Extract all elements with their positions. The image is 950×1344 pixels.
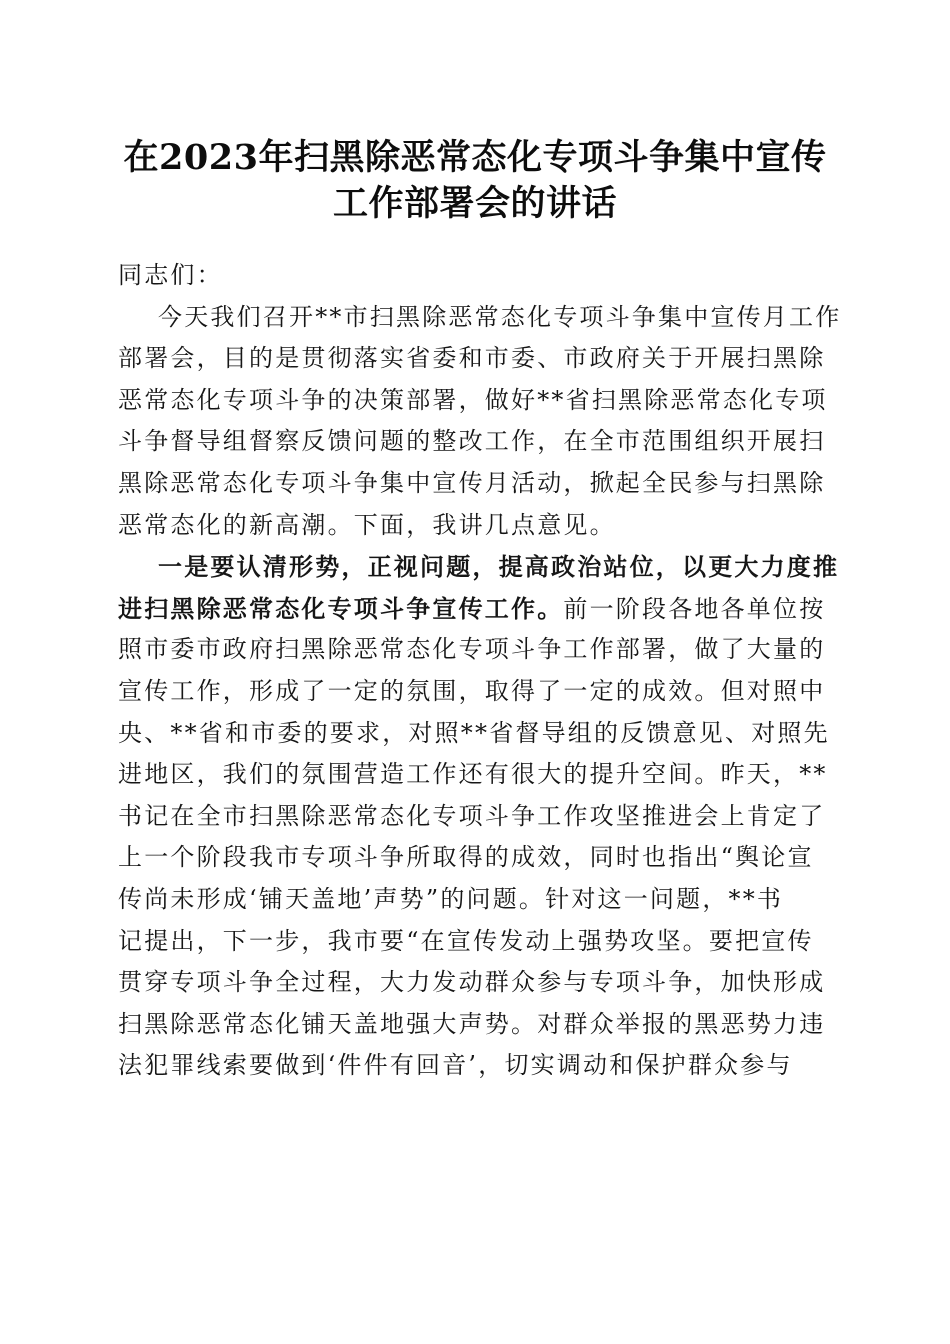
paragraph-line: 贯穿专项斗争全过程，大力发动群众参与专项斗争，加快形成 (118, 968, 826, 997)
paragraph-line: 进地区，我们的氛围营造工作还有很大的提升空间。昨天，** (118, 760, 828, 789)
section-heading-line: 一是要认清形势，正视问题，提高政治站位，以更大力度推 (158, 552, 840, 582)
paragraph-line: 恶常态化的新高潮。下面，我讲几点意见。 (118, 510, 616, 539)
paragraph-text: 前一阶段各地各单位按 (563, 594, 826, 623)
paragraph-line: 上一个阶段我市专项斗争所取得的成效，同时也指出“舆论宣 (118, 843, 814, 872)
paragraph-line: 今天我们召开**市扫黑除恶常态化专项斗争集中宣传月工作 (158, 302, 842, 331)
paragraph-line: 宣传工作，形成了一定的氛围，取得了一定的成效。但对照中 (118, 676, 826, 705)
paragraph-line: 部署会，目的是贯彻落实省委和市委、市政府关于开展扫黑除 (118, 344, 826, 373)
paragraph-1 (118, 297, 842, 547)
paragraph-line: 记提出，下一步，我市要“在宣传发动上强势攻坚。要把宣传 (118, 926, 814, 955)
paragraph-line: 扫黑除恶常态化铺天盖地强大声势。对群众举报的黑恶势力违 (118, 1009, 826, 1038)
paragraph-line: 央、**省和市委的要求，对照**省督导组的反馈意见、对照先 (118, 718, 830, 747)
paragraph-line: 传尚未形成‘铺天盖地’声势”的问题。针对这一问题，**书 (118, 884, 784, 913)
salutation: 同志们： (118, 261, 223, 289)
section-heading-end: 进扫黑除恶常态化专项斗争宣传工作。 (118, 593, 564, 623)
paragraph-line: 照市委市政府扫黑除恶常态化专项斗争工作部署，做了大量的 (118, 635, 826, 664)
paragraph-2 (118, 546, 840, 1087)
title-line-2: 工作部署会的讲话 (332, 183, 617, 224)
paragraph-line: 黑除恶常态化专项斗争集中宣传月活动，掀起全民参与扫黑除 (118, 468, 826, 497)
document-body (118, 255, 842, 1087)
document-title (118, 135, 832, 227)
paragraph-line (118, 588, 830, 630)
paragraph-line: 书记在全市扫黑除恶常态化专项斗争工作攻坚推进会上肯定了 (118, 801, 826, 830)
paragraph-line: 斗争督导组督察反馈问题的整改工作，在全市范围组织开展扫 (118, 427, 826, 456)
title-line-1: 在2023年扫黑除恶常态化专项斗争集中宣传 (123, 137, 827, 178)
paragraph-line: 恶常态化专项斗争的决策部署，做好**省扫黑除恶常态化专项 (118, 385, 828, 414)
paragraph-line: 法犯罪线索要做到‘件件有回音’，切实调动和保护群众参与 (118, 1051, 793, 1080)
